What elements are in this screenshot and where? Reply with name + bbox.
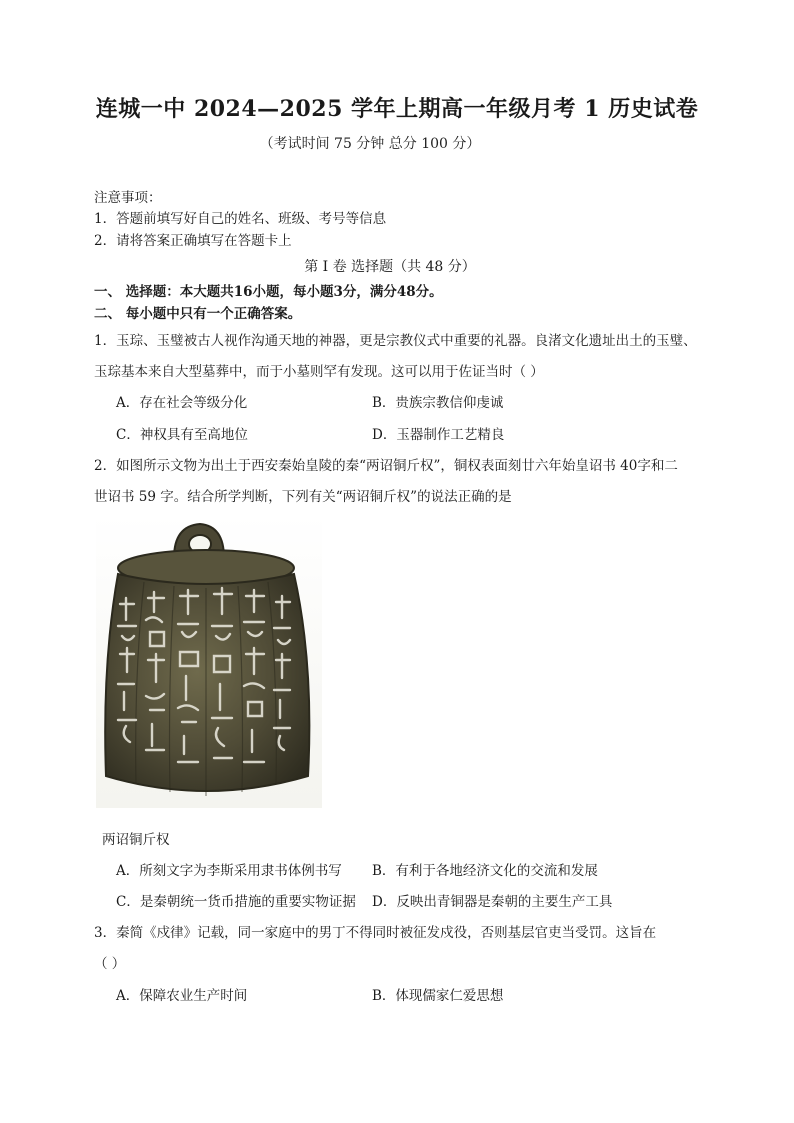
question-3-option-b: B．体现儒家仁爱思想 xyxy=(372,988,504,1004)
question-1-option-b: B．贵族宗教信仰虔诚 xyxy=(372,395,504,411)
question-1-option-c: C．神权具有至高地位 xyxy=(116,427,248,443)
question-3-option-a: A．保障农业生产时间 xyxy=(116,988,248,1004)
exam-title: 连城一中 2024—2025 学年上期高一年级月考 1 历史试卷 xyxy=(95,96,699,122)
question-2-text: 2．如图所示文物为出土于西安秦始皇陵的秦“两诏铜斤权”，铜权表面刻廿六年始皇诏书 40字和二 xyxy=(94,458,678,474)
image-caption: 两诏铜斤权 xyxy=(102,832,170,848)
notes-item: 2．请将答案正确填写在答题卡上 xyxy=(94,233,292,249)
question-2-option-a: A．所刻文字为李斯采用隶书体例书写 xyxy=(116,863,342,879)
question-1-text: 玉琮基本来自大型墓葬中，而于小墓则罕有发现。这可以用于佐证当时（ ） xyxy=(94,364,544,380)
exam-subtitle: （考试时间 75 分钟 总分 100 分） xyxy=(259,136,481,152)
question-1-text: 1．玉琮、玉璧被古人视作沟通天地的神器，更是宗教仪式中重要的礼器。良渚文化遗址出土的玉璧、 xyxy=(94,333,697,349)
question-2-text: 世诏书 59 字。结合所学判断，下列有关“两诏铜斤权”的说法正确的是 xyxy=(94,489,512,505)
notes-item: 1．答题前填写好自己的姓名、班级、考号等信息 xyxy=(94,211,387,227)
section-instruction: 一、 选择题：本大题共16小题，每小题3分，满分48分。 xyxy=(94,284,443,300)
question-2-option-c: C．是秦朝统一货币措施的重要实物证据 xyxy=(116,894,356,910)
bronze-weight-photo xyxy=(96,514,322,808)
question-2-option-d: D．反映出青铜器是秦朝的主要生产工具 xyxy=(372,894,613,910)
question-1-option-a: A．存在社会等级分化 xyxy=(116,395,248,411)
question-3-text: 3．秦简《戍律》记载，同一家庭中的男丁不得同时被征发戍役，否则基层官吏当受罚。这旨在 xyxy=(94,925,657,941)
question-3-text: （ ） xyxy=(94,956,126,972)
question-2-option-b: B．有利于各地经济文化的交流和发展 xyxy=(372,863,598,879)
notes-heading: 注意事项： xyxy=(94,190,162,206)
section-heading: 第 I 卷 选择题（共 48 分） xyxy=(304,259,476,275)
question-1-option-d: D．玉器制作工艺精良 xyxy=(372,427,505,443)
section-instruction: 二、 每小题中只有一个正确答案。 xyxy=(94,306,302,322)
